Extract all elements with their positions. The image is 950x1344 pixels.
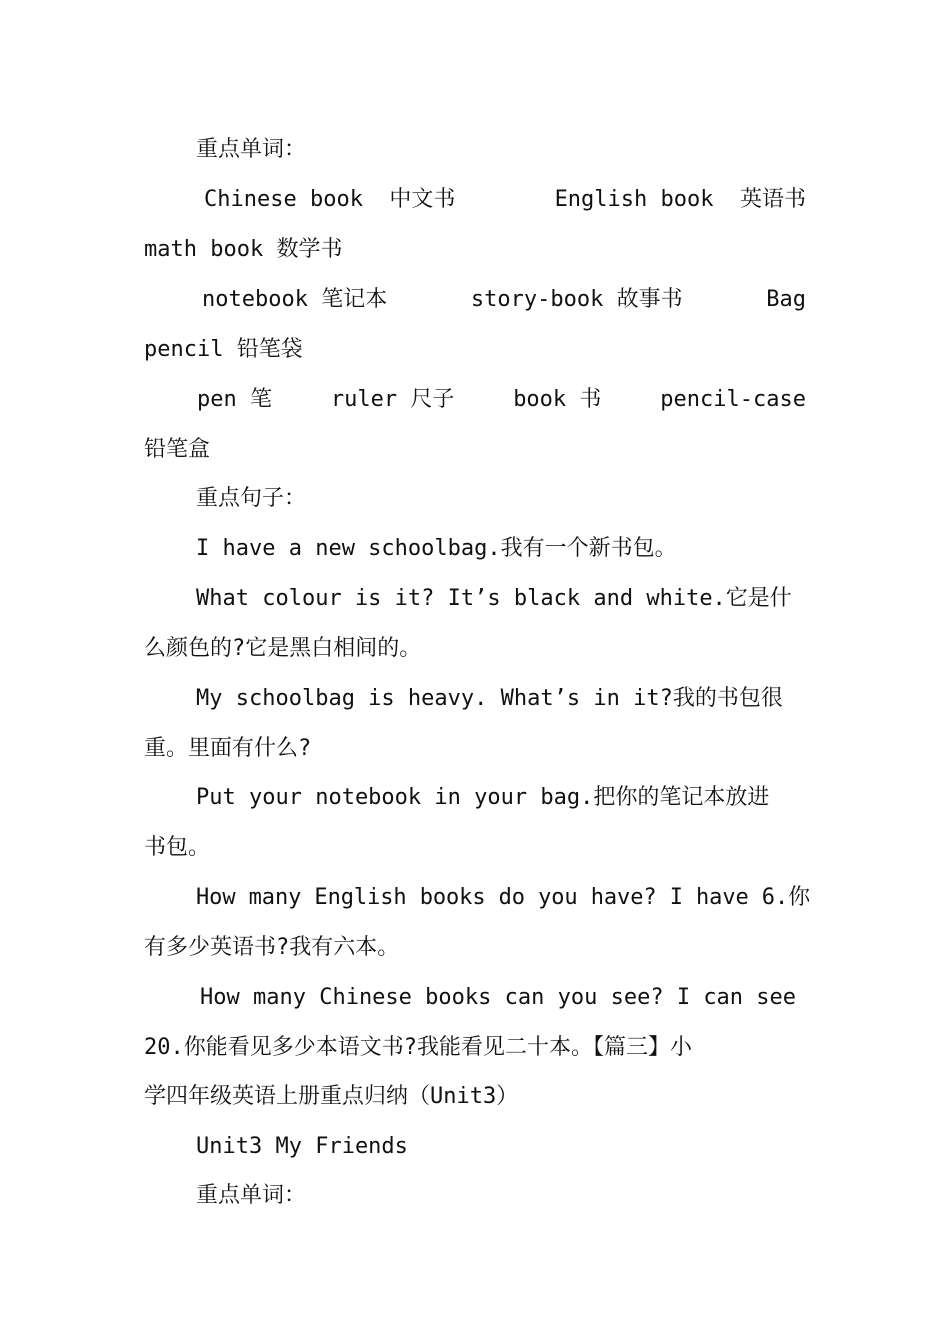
vocabulary-line-3 (197, 385, 806, 415)
vocab-item: English book 英语书 (554, 187, 806, 212)
sentence-4: Put your notebook in your bag.把你的笔记本放进 (196, 785, 770, 810)
sentence-2: What colour is it? It’s black and white.它是什 (196, 586, 792, 611)
vocab-item: ruler 尺子 (330, 387, 455, 412)
vocabulary-line-1 (204, 185, 806, 215)
sentences-heading: 重点句子： (196, 486, 307, 511)
vocab-item: story-book 故事书 (470, 287, 683, 312)
vocabulary-line-3-continued: 铅笔盒 (144, 437, 211, 462)
vocab-item: pencil-case (660, 387, 806, 412)
sentence-2-continued: 么颜色的?它是黑白相间的。 (144, 636, 422, 661)
sentence-4-continued: 书包。 (144, 835, 211, 860)
vocab-item: pen 笔 (197, 387, 272, 412)
sentence-6: How many Chinese books can you see? I can see (200, 985, 797, 1010)
sentence-1: I have a new schoolbag.我有一个新书包。 (196, 536, 677, 561)
sentence-6-continued: 20.你能看见多少本语文书?我能看见二十本。【篇三】小 (144, 1035, 692, 1060)
vocabulary-line-2-continued: pencil 铅笔袋 (144, 337, 303, 362)
sentence-5: How many English books do you have? I have 6.你 (196, 885, 811, 910)
vocabulary-line-2 (202, 285, 806, 315)
vocab-item: Bag (766, 287, 806, 312)
vocab-item: Chinese book 中文书 (204, 187, 456, 212)
sentence-3-continued: 重。里面有什么? (144, 736, 312, 761)
sentence-3: My schoolbag is heavy. What’s in it?我的书包很 (196, 686, 783, 711)
vocabulary-heading-2: 重点单词： (196, 1183, 307, 1208)
sentence-6-continued-2: 学四年级英语上册重点归纳（Unit3） (144, 1084, 519, 1109)
sentence-5-continued: 有多少英语书?我有六本。 (144, 935, 400, 960)
vocab-item: book 书 (513, 387, 602, 412)
vocab-item: notebook 笔记本 (202, 287, 388, 312)
vocabulary-line-1-continued: math book 数学书 (144, 237, 343, 262)
vocabulary-heading: 重点单词： (196, 137, 307, 162)
unit-title: Unit3 My Friends (196, 1134, 408, 1159)
